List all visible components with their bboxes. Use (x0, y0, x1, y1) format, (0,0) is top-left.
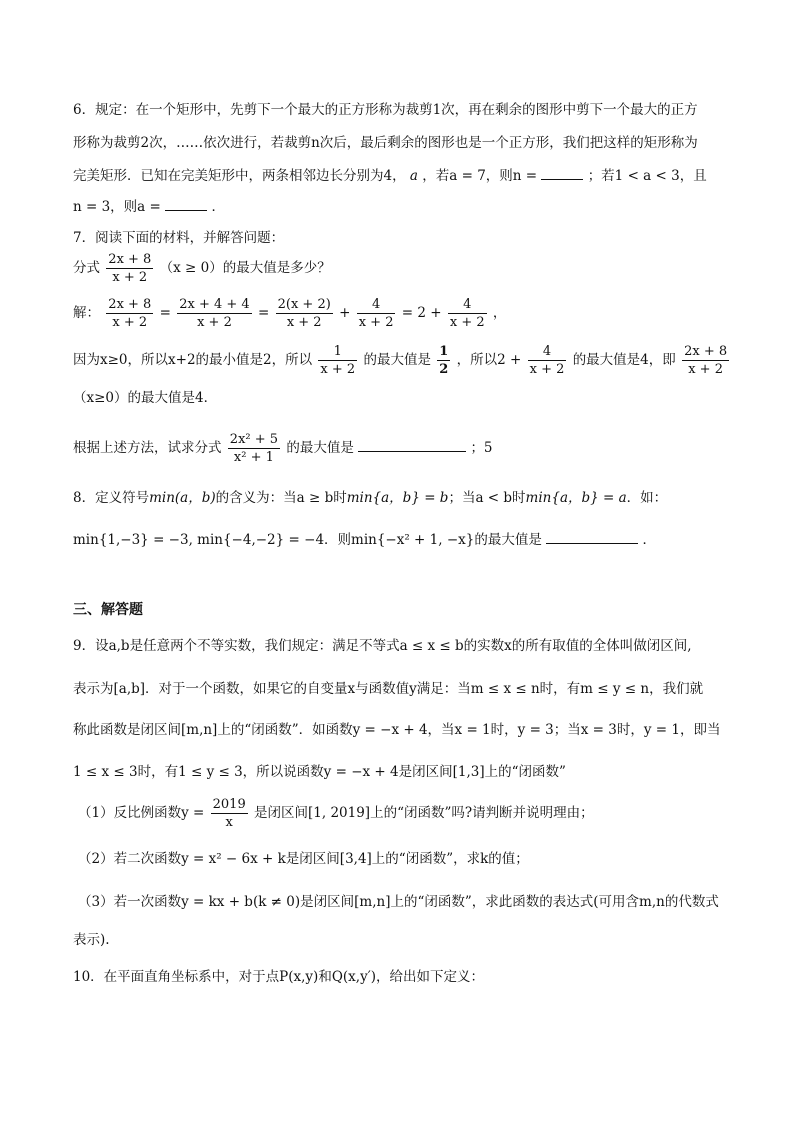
q6-answer-blank-2[interactable] (165, 196, 207, 211)
frac-numerator: 1 (318, 343, 357, 361)
q8-line-2-a: min{1,−3} = −3, min{−4,−2} = −4．则min{−x² + 1, −x}的最大值是 (73, 532, 542, 548)
q6-line-4-text-a: n = 3，则a = (73, 199, 161, 215)
q7-sol-end: ， (492, 305, 507, 321)
q7-because-b: 的最大值是 (363, 352, 431, 368)
q7-because-c: ，所以2 + (456, 352, 522, 368)
q7-sol-equals-2: = (258, 305, 270, 321)
q6-answer-blank-1[interactable] (541, 165, 583, 180)
q8-line-1 (73, 488, 667, 508)
frac-denominator: x + 2 (529, 362, 565, 377)
q9-part-2: （2）若二次函数y = x² − 6x + k是闭区间[3,4]上的“闭函数”，求k的值； (78, 851, 529, 867)
q9-part-1-fraction (211, 796, 248, 831)
q7-try (73, 431, 493, 466)
q9-part-1 (78, 796, 594, 831)
q6-line-3-text-c: ，若a = 7，则n = (422, 168, 538, 184)
q7-title: 7．阅读下面的材料，并解答问题： (73, 230, 285, 246)
frac-denominator: x + 2 (112, 315, 148, 330)
frac-denominator: x + 2 (449, 315, 485, 330)
section-heading-answers: 三、解答题 (73, 602, 143, 618)
q7-ask-fraction (106, 251, 153, 286)
q7-sol-plus: + (339, 305, 351, 321)
q7-because (73, 343, 731, 378)
q8-line-2-b: ． (642, 532, 656, 548)
q7-because-a: 因为x≥0，所以x+2的最小值是2，所以 (73, 352, 313, 368)
q7-try-c: ；5 (470, 440, 493, 456)
q7-ask-prefix: 分式 (73, 260, 100, 276)
q7-sol-fraction-4 (357, 296, 396, 331)
q8-line-2 (73, 529, 656, 550)
q8-line-1-g: ．如： (626, 490, 668, 506)
q7-answer-blank[interactable] (358, 437, 466, 452)
frac-denominator: x (225, 815, 233, 830)
q9-line-3: 称此函数是闭区间[m,n]上的“闭函数”．如函数y = −x + 4，当x = 1时，y = 3；当x = 3时，y = 1，即当 (73, 722, 721, 738)
q6-line-1: 6．规定：在一个矩形中，先剪下一个最大的正方形称为裁剪1次，再在剩余的图形中剪下一个最大的正方 (73, 102, 698, 118)
q10-line-1: 10．在平面直角坐标系中，对于点P(x,y)和Q(x,y′)，给出如下定义： (73, 969, 485, 985)
frac-denominator: x + 2 (197, 315, 232, 330)
frac-numerator: 4 (528, 343, 567, 361)
frac-denominator: x + 2 (286, 315, 322, 330)
q7-try-b: 的最大值是 (286, 440, 354, 456)
frac-denominator: x² + 1 (233, 450, 274, 465)
q7-sol-fraction-5 (448, 296, 487, 331)
q7-try-a: 根据上述方法，试求分式 (73, 440, 222, 456)
q7-conclusion: （x≥0）的最大值是4． (73, 390, 218, 406)
q6-line-2: 形称为裁剪2次，……依次进行，若裁剪n次后，最后剩余的图形也是一个正方形，我们把这样的矩形称为 (73, 135, 698, 151)
q6-line-3-text-a: 完美矩形．已知在完美矩形中，两条相邻边长分别为4， (73, 168, 406, 184)
q7-sol-fraction-2 (177, 296, 251, 331)
q9-line-1: 9．设a,b是任意两个不等实数，我们规定：满足不等式a ≤ x ≤ b的实数x的所有取值的全体叫做闭区间, (73, 638, 692, 654)
q6-line-3 (73, 165, 707, 186)
q9-line-2: 表示为[a,b]．对于一个函数，如果它的自变量x与函数值y满足：当m ≤ x ≤ n时，有m ≤ y ≤ n，我们就 (73, 681, 704, 697)
q7-sol-equals-1: = (159, 305, 171, 321)
q9-line-4: 1 ≤ x ≤ 3时，有1 ≤ y ≤ 3，所以说函数y = −x + 4是闭区间[1,3]上的“闭函数” (73, 764, 566, 780)
q7-sol-tail: = 2 + (401, 305, 442, 321)
frac-numerator: 4 (357, 296, 396, 314)
frac-denominator: x + 2 (320, 362, 356, 377)
q8-line-1-f: min{a，b} = a (525, 490, 627, 506)
q7-because-fraction-1 (318, 343, 357, 378)
frac-numerator: 4 (448, 296, 487, 314)
q8-line-1-c: 的含义为：当a ≥ b时 (215, 490, 347, 506)
q6-line-3-text-d: ；若1 < a < 3，且 (587, 168, 707, 184)
q6-line-4 (73, 196, 225, 217)
q7-because-fraction-3 (528, 343, 567, 378)
q7-question (73, 251, 331, 286)
frac-numerator: 2x² + 5 (229, 432, 279, 447)
q8-line-1-e: ；当a < b时 (448, 490, 526, 506)
q6-line-4-text-b: ． (211, 199, 225, 215)
q7-sol-fraction-3 (276, 296, 333, 331)
q7-because-fraction-2 (437, 343, 450, 378)
q7-try-fraction (228, 431, 280, 466)
frac-numerator: 2x + 8 (684, 344, 728, 359)
q7-because-d: 的最大值是4，即 (572, 352, 676, 368)
frac-numerator: 2x + 4 + 4 (179, 297, 250, 312)
frac-numerator: 2x + 8 (108, 297, 152, 312)
q7-ask-suffix: （x ≥ 0）的最大值是多少？ (159, 260, 331, 276)
q7-solution (73, 296, 506, 331)
frac-numerator: 2(x + 2) (277, 297, 331, 312)
q9-part-1-b: 是闭区间[1, 2019]上的“闭函数”吗?请判断并说明理由； (254, 805, 594, 821)
frac-numerator: 2019 (212, 797, 246, 812)
q9-part-3: （3）若一次函数y = kx + b(k ≠ 0)是闭区间[m,n]上的“闭函数”，求此函数的表达式(可用含m,n的代数式 (78, 894, 719, 910)
frac-numerator: 2x + 8 (108, 252, 152, 267)
q8-line-1-d: min{a，b} = b (346, 490, 449, 506)
q8-answer-blank[interactable] (546, 529, 638, 544)
frac-denominator: x + 2 (688, 362, 723, 377)
q7-sol-fraction-1 (106, 296, 153, 331)
frac-denominator: x + 2 (112, 270, 148, 285)
q9-part-3-cont: 表示). (73, 932, 110, 948)
frac-numerator: 1 (439, 344, 449, 359)
q9-part-1-a: （1）反比例函数y = (78, 805, 205, 821)
frac-denominator: x + 2 (358, 315, 394, 330)
q8-line-1-a: 8．定义符号 (73, 490, 150, 506)
q7-sol-prefix: 解： (73, 305, 100, 321)
q8-line-1-b: min(a，b) (149, 490, 216, 506)
frac-denominator: 2 (439, 362, 449, 377)
q6-var-a: a (409, 168, 418, 184)
q7-because-fraction-4 (682, 343, 729, 378)
